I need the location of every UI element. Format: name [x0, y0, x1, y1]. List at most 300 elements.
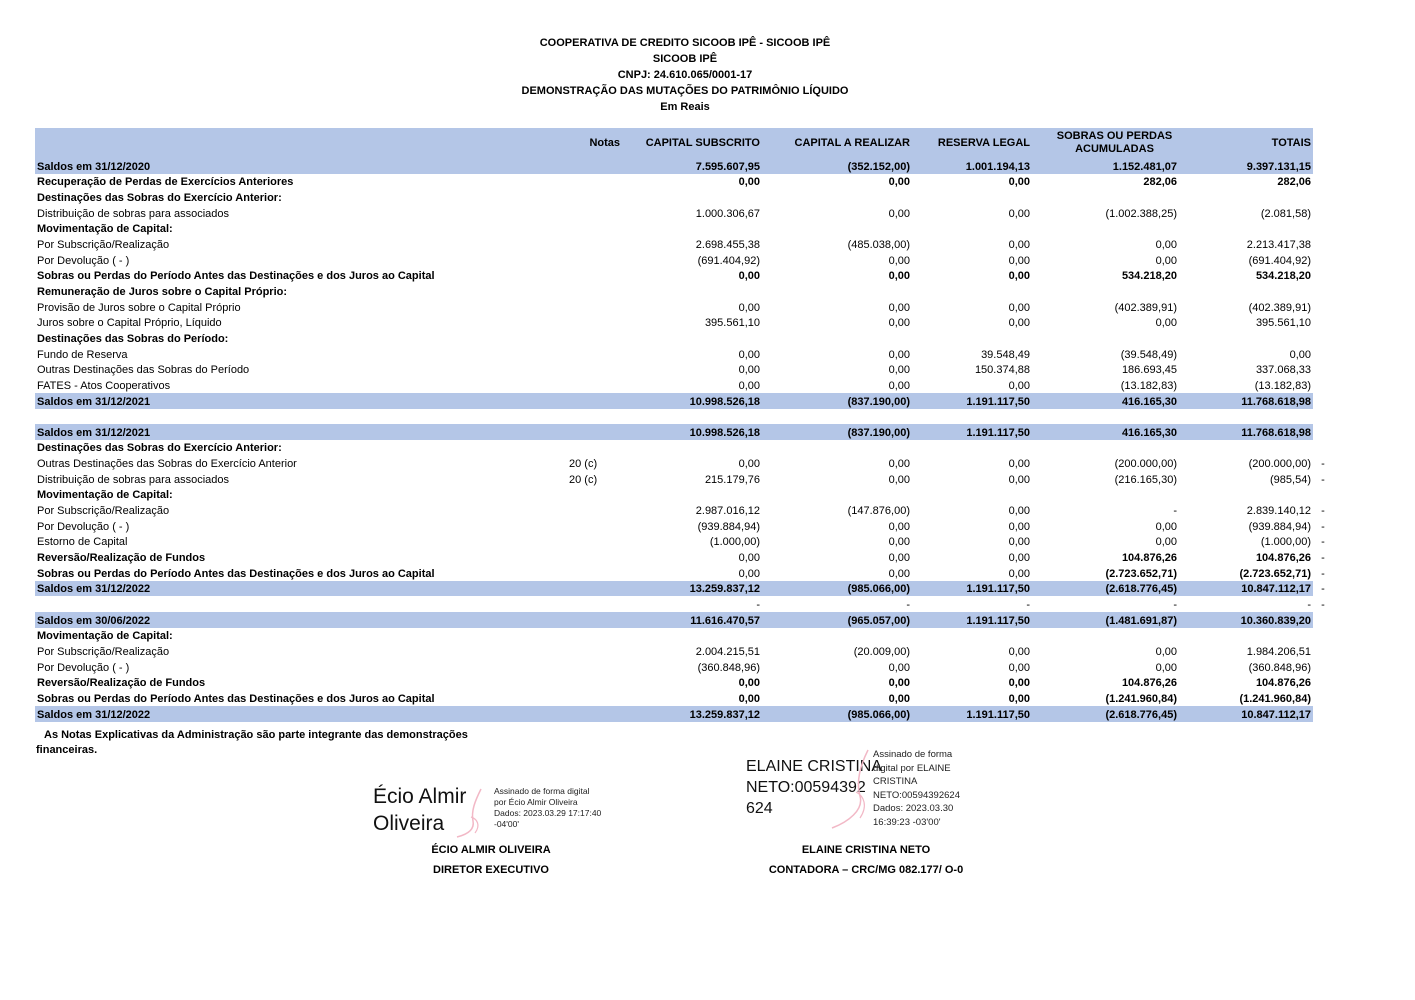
cell-totais: 1.984.206,51	[1246, 646, 1311, 658]
footnote: As Notas Explicativas da Administração são parte integrante das demonstrações financeiras.	[36, 729, 468, 756]
cell-capital-subscrito	[622, 330, 762, 346]
row-label: Sobras ou Perdas do Período Antes das Destinações e dos Juros ao Capital	[37, 567, 435, 580]
cell-totais: (13.182,83)	[1254, 379, 1311, 392]
cell-reserva-legal	[912, 330, 1032, 346]
cell-sobras-perdas	[1032, 440, 1179, 456]
cell-capital-subscrito: 0,00	[738, 176, 760, 189]
cell-capital-realizar: 0,00	[888, 254, 910, 267]
row-note	[567, 330, 622, 346]
cell-reserva-legal: 0,00	[1008, 238, 1030, 251]
table-row	[35, 346, 1313, 362]
row-note	[567, 440, 622, 456]
cell-reserva-legal	[912, 440, 1032, 456]
cell-totais	[1179, 518, 1325, 534]
cell-totais	[1179, 581, 1325, 597]
cell-sobras-perdas: 0,00	[1155, 254, 1177, 267]
row-extra-marker: -	[1317, 536, 1329, 549]
cell-capital-subscrito: (1.000,00)	[709, 536, 760, 549]
company-short-name: SICOOB IPÊ	[652, 53, 718, 65]
cell-capital-realizar: 0,00	[888, 661, 910, 674]
row-note	[567, 268, 622, 284]
cell-reserva-legal: 1.191.117,50	[966, 614, 1030, 627]
row-label: Reversão/Realização de Fundos	[37, 552, 206, 565]
cell-reserva-legal	[912, 628, 1032, 644]
row-label: Saldos em 31/12/2021	[37, 395, 151, 408]
cell-value: (985,54)	[1270, 473, 1311, 486]
cell-totais: (2.081,58)	[1260, 207, 1311, 220]
cell-sobras-perdas: 416.165,30	[1121, 395, 1177, 408]
cell-reserva-legal: 0,00	[1008, 692, 1030, 705]
cell-capital-realizar: 0,00	[888, 536, 910, 549]
cell-capital-realizar: 0,00	[888, 317, 910, 330]
cell-reserva-legal: 1.001.194,13	[965, 160, 1030, 173]
row-note	[567, 502, 622, 518]
cell-sobras-perdas: 416.165,30	[1121, 426, 1177, 439]
cell-totais: 534.218,20	[1255, 270, 1311, 283]
row-label: Fundo de Reserva	[37, 348, 128, 361]
row-note	[567, 205, 622, 221]
balance-row	[35, 612, 1313, 628]
cell-totais	[1179, 189, 1313, 205]
signature-detail-line: Dados: 2023.03.30	[873, 803, 954, 814]
table-row	[35, 675, 1313, 691]
row-extra-marker: -	[1317, 474, 1329, 487]
cell-sobras-perdas: 0,00	[1155, 520, 1177, 533]
row-note	[567, 393, 622, 409]
signer-name: ÉCIO ALMIR OLIVEIRA	[431, 844, 551, 856]
signer-role: CONTADORA – CRC/MG 082.177/ O-0	[768, 864, 964, 876]
cell-capital-realizar	[762, 487, 912, 503]
cell-totais	[1179, 549, 1325, 565]
cell-capital-realizar: 0,00	[888, 458, 910, 471]
row-note	[567, 612, 622, 628]
cell-capital-subscrito	[622, 283, 762, 299]
table-body	[35, 158, 1325, 722]
cell-value: (200.000,00)	[1248, 458, 1311, 471]
row-note	[567, 315, 622, 331]
cell-sobras-perdas: 282,06	[1143, 176, 1177, 189]
cell-capital-realizar: (985.066,00)	[847, 708, 910, 721]
cell-capital-realizar: 0,00	[888, 552, 910, 565]
cell-sobras-perdas: 104.876,26	[1121, 552, 1177, 565]
cell-totais: 9.397.131,15	[1246, 160, 1311, 173]
table-row	[35, 299, 1313, 315]
cell-capital-realizar: (20.009,00)	[853, 646, 910, 658]
row-note	[567, 565, 622, 581]
cell-capital-realizar: 0,00	[888, 520, 910, 533]
row-note	[567, 299, 622, 315]
cell-totais	[1179, 502, 1325, 518]
table-row	[35, 659, 1313, 675]
signature-detail-line: NETO:00594392624	[873, 789, 960, 801]
row-label: Saldos em 31/12/2022	[37, 583, 151, 596]
signature-name-line2: NETO:00594392	[746, 779, 866, 796]
signer-role: DIRETOR EXECUTIVO	[433, 864, 549, 876]
cell-sobras-perdas	[1032, 283, 1179, 299]
table-row	[35, 455, 1313, 471]
cell-reserva-legal: 0,00	[1008, 317, 1030, 330]
cell-capital-subscrito: 1.000.306,67	[695, 207, 760, 220]
cell-capital-realizar: 0,00	[888, 567, 910, 580]
row-label: Por Subscrição/Realização	[37, 238, 170, 251]
statement-title: DEMONSTRAÇÃO DAS MUTAÇÕES DO PATRIMÔNIO LÍQUIDO	[521, 85, 849, 97]
signature-detail-line: Dados: 2023.03.29 17:17:40	[494, 808, 602, 818]
row-note	[567, 189, 622, 205]
cell-capital-realizar	[762, 189, 912, 205]
cell-capital-subscrito: 0,00	[738, 567, 760, 580]
cell-reserva-legal	[912, 189, 1032, 205]
cell-reserva-legal: 0,00	[1008, 661, 1030, 674]
cell-value: (1.000,00)	[1260, 536, 1311, 549]
cell-reserva-legal: 0,00	[1008, 552, 1030, 565]
cell-capital-realizar: 0,00	[888, 677, 910, 690]
cell-sobras-perdas: (216.165,30)	[1114, 473, 1177, 486]
row-note	[567, 628, 622, 644]
cell-sobras-perdas	[1032, 330, 1179, 346]
signature-detail-line: digital por ELAINE	[873, 762, 951, 774]
cell-capital-subscrito	[622, 628, 762, 644]
cell-sobras-perdas: -	[1173, 505, 1177, 518]
table-row	[35, 643, 1313, 659]
cell-sobras-perdas: 0,00	[1155, 661, 1177, 674]
document-header	[335, 35, 1035, 115]
row-label: Destinações das Sobras do Período:	[37, 332, 229, 345]
cell-totais: 282,06	[1277, 176, 1311, 189]
cell-capital-realizar: 0,00	[888, 270, 910, 283]
row-label: Por Devolução ( - )	[37, 661, 130, 674]
cell-capital-subscrito: 2.987.016,12	[695, 505, 760, 518]
cell-sobras-perdas: 1.152.481,07	[1112, 160, 1177, 173]
table-row	[35, 628, 1313, 644]
balance-row	[35, 581, 1313, 597]
cell-capital-subscrito: 2.004.215,51	[695, 646, 760, 658]
cell-reserva-legal: 0,00	[1008, 176, 1030, 189]
signature-detail-line: 16:39:23 -03'00'	[873, 816, 941, 828]
row-note	[567, 596, 622, 612]
row-note	[567, 236, 622, 252]
table-row	[35, 565, 1313, 581]
cell-reserva-legal: 0,00	[1008, 270, 1030, 283]
cell-totais: 395.561,10	[1255, 317, 1311, 330]
row-note: 20 (c)	[569, 473, 598, 486]
cell-reserva-legal	[912, 283, 1032, 299]
row-label: Saldos em 31/12/2021	[37, 426, 151, 439]
cell-totais	[1179, 628, 1313, 644]
table-row	[35, 549, 1313, 565]
signer-name: ELAINE CRISTINA NETO	[801, 844, 931, 856]
table-row	[35, 221, 1313, 237]
cell-sobras-perdas: 0,00	[1155, 646, 1177, 658]
cell-totais: 104.876,26	[1255, 677, 1311, 690]
row-note	[567, 643, 622, 659]
cell-totais: 10.360.839,20	[1240, 614, 1311, 627]
cell-capital-realizar: 0,00	[888, 473, 910, 486]
row-label: Movimentação de Capital:	[37, 223, 173, 236]
cell-reserva-legal: 0,00	[1008, 677, 1030, 690]
row-label: Movimentação de Capital:	[37, 489, 173, 502]
signature-name-line2: Oliveira	[373, 812, 445, 835]
cell-capital-subscrito: 10.998.526,18	[689, 395, 760, 408]
cell-capital-subscrito: 13.259.837,12	[689, 708, 760, 721]
signature-detail-line: Assinado de forma digital	[494, 786, 590, 796]
cell-reserva-legal: 0,00	[1008, 207, 1030, 220]
row-note	[567, 221, 622, 237]
cell-capital-realizar: (352.152,00)	[847, 160, 910, 173]
cell-capital-realizar: (837.190,00)	[847, 395, 910, 408]
cell-totais	[1179, 440, 1313, 456]
row-label: Movimentação de Capital:	[37, 630, 173, 643]
cell-reserva-legal: 0,00	[1008, 379, 1030, 392]
table-row	[35, 283, 1313, 299]
balance-row	[35, 424, 1313, 440]
cell-reserva-legal	[912, 221, 1032, 237]
signature-name-line3: 624	[746, 800, 773, 817]
row-extra-marker: -	[1317, 505, 1329, 518]
table-row	[35, 377, 1313, 393]
cell-reserva-legal: 0,00	[1008, 505, 1030, 518]
cell-capital-subscrito: 10.998.526,18	[689, 426, 760, 439]
cell-reserva-legal: 0,00	[1008, 567, 1030, 580]
col-capital-realizar: CAPITAL A REALIZAR	[794, 136, 910, 149]
row-extra-marker: -	[1317, 583, 1329, 596]
row-label: Saldos em 30/06/2022	[37, 614, 151, 627]
table-row	[35, 471, 1313, 487]
row-label: Recuperação de Perdas de Exercícios Anteriores	[37, 176, 294, 189]
cell-capital-subscrito: 0,00	[738, 301, 760, 314]
cell-sobras-perdas	[1032, 189, 1179, 205]
cell-reserva-legal: 39.548,49	[981, 348, 1030, 361]
row-extra-marker: -	[1317, 599, 1329, 612]
col-sobras-perdas: SOBRAS OU PERDAS ACUMULADAS	[1056, 130, 1173, 155]
row-extra-marker: -	[1317, 521, 1329, 534]
cell-sobras-perdas: (1.481.691,87)	[1105, 614, 1177, 627]
col-reserva-legal: RESERVA LEGAL	[937, 136, 1030, 149]
cell-reserva-legal: 0,00	[1008, 473, 1030, 486]
signature-detail-line: CRISTINA	[873, 776, 918, 787]
cell-capital-realizar	[762, 283, 912, 299]
row-label: Outras Destinações das Sobras do Período	[37, 364, 250, 377]
row-label: Juros sobre o Capital Próprio, Líquido	[37, 317, 222, 330]
cell-totais: (691.404,92)	[1248, 254, 1311, 267]
cell-capital-subscrito: 395.561,10	[704, 317, 760, 330]
cell-sobras-perdas: 534.218,20	[1121, 270, 1177, 283]
row-label: Destinações das Sobras do Exercício Anterior:	[37, 191, 282, 204]
signature-stamp-icon	[451, 787, 491, 839]
row-note	[567, 581, 622, 597]
signer-left	[341, 840, 641, 880]
row-note: 20 (c)	[569, 458, 598, 471]
cell-sobras-perdas: -	[1173, 599, 1177, 612]
cell-totais: (402.389,91)	[1248, 301, 1311, 314]
cnpj: CNPJ: 24.610.065/0001-17	[617, 69, 753, 81]
cell-capital-subscrito: 2.698.455,38	[695, 238, 760, 251]
cell-capital-realizar: 0,00	[888, 692, 910, 705]
cell-reserva-legal: 0,00	[1008, 646, 1030, 658]
signature-detail-line: por Écio Almir Oliveira	[494, 797, 578, 807]
cell-capital-subscrito: (939.884,94)	[697, 520, 760, 533]
cell-totais	[1179, 596, 1325, 612]
row-note	[567, 362, 622, 378]
signature-name-line1: ELAINE CRISTINA	[746, 758, 883, 775]
cell-capital-subscrito: 7.595.607,95	[695, 160, 760, 173]
cell-capital-subscrito: 0,00	[738, 552, 760, 565]
row-note	[567, 424, 622, 440]
cell-totais: 11.768.618,98	[1241, 426, 1311, 439]
signature-details	[873, 748, 993, 829]
cell-totais	[1179, 455, 1325, 471]
cell-capital-realizar: 0,00	[888, 176, 910, 189]
table-row	[35, 315, 1313, 331]
cell-capital-subscrito: 0,00	[738, 270, 760, 283]
cell-reserva-legal: 0,00	[1008, 458, 1030, 471]
row-extra-marker: -	[1317, 552, 1329, 565]
signature-stamp-icon	[826, 748, 876, 832]
cell-capital-subscrito	[622, 440, 762, 456]
row-label: Sobras ou Perdas do Período Antes das Destinações e dos Juros ao Capital	[37, 692, 435, 705]
cell-capital-realizar: 0,00	[888, 301, 910, 314]
cell-totais	[1179, 330, 1313, 346]
row-label: Por Devolução ( - )	[37, 254, 130, 267]
table-row	[35, 205, 1313, 221]
signature-detail-line: -04'00'	[494, 819, 519, 829]
signer-right	[716, 840, 1016, 880]
cell-capital-realizar	[762, 221, 912, 237]
row-note	[567, 675, 622, 691]
row-label: Sobras ou Perdas do Período Antes das Destinações e dos Juros ao Capital	[37, 270, 435, 283]
cell-capital-subscrito: 0,00	[738, 348, 760, 361]
cell-capital-subscrito: 0,00	[738, 379, 760, 392]
table-row	[35, 252, 1313, 268]
company-name: COOPERATIVA DE CREDITO SICOOB IPÊ - SICOOB IPÊ	[539, 37, 831, 49]
row-note	[567, 659, 622, 675]
table-header-row	[35, 128, 1313, 158]
cell-totais: 10.847.112,17	[1241, 708, 1311, 721]
table-row	[35, 596, 1313, 612]
row-note	[567, 252, 622, 268]
cell-value: 2.839.140,12	[1246, 505, 1311, 518]
cell-sobras-perdas	[1032, 487, 1179, 503]
cell-sobras-perdas: (200.000,00)	[1114, 458, 1177, 471]
cell-reserva-legal: 1.191.117,50	[966, 426, 1030, 439]
table-row	[35, 502, 1313, 518]
cell-sobras-perdas: (39.548,49)	[1120, 348, 1177, 361]
col-capital-subscrito: CAPITAL SUBSCRITO	[645, 136, 760, 149]
row-note	[567, 158, 622, 174]
cell-sobras-perdas: (1.002.388,25)	[1105, 207, 1177, 220]
cell-capital-realizar: (147.876,00)	[847, 505, 910, 518]
signature-detail-line: Assinado de forma	[873, 749, 953, 760]
cell-totais: (360.848,96)	[1248, 661, 1311, 674]
cell-value: 104.876,26	[1255, 552, 1311, 565]
row-label: Destinações das Sobras do Exercício Anterior:	[37, 442, 282, 455]
cell-value: (2.723.652,71)	[1239, 567, 1311, 580]
cell-sobras-perdas: (2.723.652,71)	[1105, 567, 1177, 580]
row-label: Saldos em 31/12/2022	[37, 708, 151, 721]
cell-sobras-perdas: 104.876,26	[1121, 677, 1177, 690]
cell-totais	[1179, 534, 1325, 550]
signature-details	[494, 786, 624, 830]
row-label: Por Subscrição/Realização	[37, 505, 170, 518]
cell-totais: 337.068,33	[1255, 364, 1311, 377]
balance-row	[35, 158, 1313, 174]
row-label: Estorno de Capital	[37, 536, 128, 549]
row-note	[567, 283, 622, 299]
cell-capital-realizar: 0,00	[888, 207, 910, 220]
cell-totais: (1.241.960,84)	[1239, 692, 1311, 705]
cell-capital-subscrito: 13.259.837,12	[689, 583, 760, 596]
row-label: Por Devolução ( - )	[37, 520, 130, 533]
cell-reserva-legal: 0,00	[1008, 520, 1030, 533]
table-row	[35, 690, 1313, 706]
signature-name-line1: Écio Almir	[373, 785, 467, 808]
row-label: Remuneração de Juros sobre o Capital Próprio:	[37, 285, 288, 298]
cell-capital-subscrito: 0,00	[738, 364, 760, 377]
cell-sobras-perdas: 0,00	[1155, 536, 1177, 549]
table-row	[35, 236, 1313, 252]
row-extra-marker: -	[1317, 568, 1329, 581]
cell-totais	[1179, 283, 1313, 299]
row-note	[567, 487, 622, 503]
cell-totais	[1179, 471, 1325, 487]
cell-sobras-perdas: (1.241.960,84)	[1105, 692, 1177, 705]
cell-value: 10.847.112,17	[1241, 583, 1311, 596]
row-note	[567, 174, 622, 190]
cell-capital-realizar: 0,00	[888, 348, 910, 361]
cell-capital-subscrito: (691.404,92)	[697, 254, 760, 267]
cell-sobras-perdas: (2.618.776,45)	[1105, 583, 1177, 596]
table-row	[35, 189, 1313, 205]
cell-sobras-perdas: 0,00	[1155, 238, 1177, 251]
row-note	[567, 518, 622, 534]
cell-reserva-legal	[912, 487, 1032, 503]
cell-capital-realizar: 0,00	[888, 364, 910, 377]
cell-reserva-legal: 1.191.117,50	[966, 708, 1030, 721]
cell-sobras-perdas	[1032, 221, 1179, 237]
cell-reserva-legal: 0,00	[1008, 254, 1030, 267]
table-row	[35, 440, 1313, 456]
cell-capital-subscrito: 0,00	[738, 677, 760, 690]
cell-totais	[1179, 487, 1313, 503]
cell-totais: 11.768.618,98	[1241, 395, 1311, 408]
cell-capital-subscrito	[622, 189, 762, 205]
table-row	[35, 330, 1313, 346]
row-label: Por Subscrição/Realização	[37, 646, 170, 658]
row-label: Provisão de Juros sobre o Capital Próprio	[37, 301, 241, 314]
signature-elaine	[746, 749, 960, 828]
balance-row	[35, 706, 1313, 722]
cell-capital-subscrito: 215.179,76	[704, 473, 760, 486]
balance-row	[35, 393, 1313, 409]
row-note	[567, 690, 622, 706]
row-note	[567, 534, 622, 550]
cell-capital-realizar: (485.038,00)	[847, 238, 910, 251]
cell-capital-subscrito: 0,00	[738, 458, 760, 471]
row-note	[567, 706, 622, 722]
cell-totais	[1179, 221, 1313, 237]
signature-ecio	[373, 783, 602, 837]
row-label	[35, 596, 567, 612]
cell-totais: 2.213.417,38	[1246, 238, 1311, 251]
row-label: Reversão/Realização de Fundos	[37, 677, 206, 690]
cell-totais: 0,00	[1289, 348, 1311, 361]
cell-sobras-perdas: (13.182,83)	[1120, 379, 1177, 392]
currency-note: Em Reais	[660, 101, 710, 113]
spacer-row	[35, 409, 1313, 425]
table-row	[35, 487, 1313, 503]
cell-value: (939.884,94)	[1248, 520, 1311, 533]
cell-sobras-perdas: 186.693,45	[1121, 364, 1177, 377]
table-row	[35, 362, 1313, 378]
